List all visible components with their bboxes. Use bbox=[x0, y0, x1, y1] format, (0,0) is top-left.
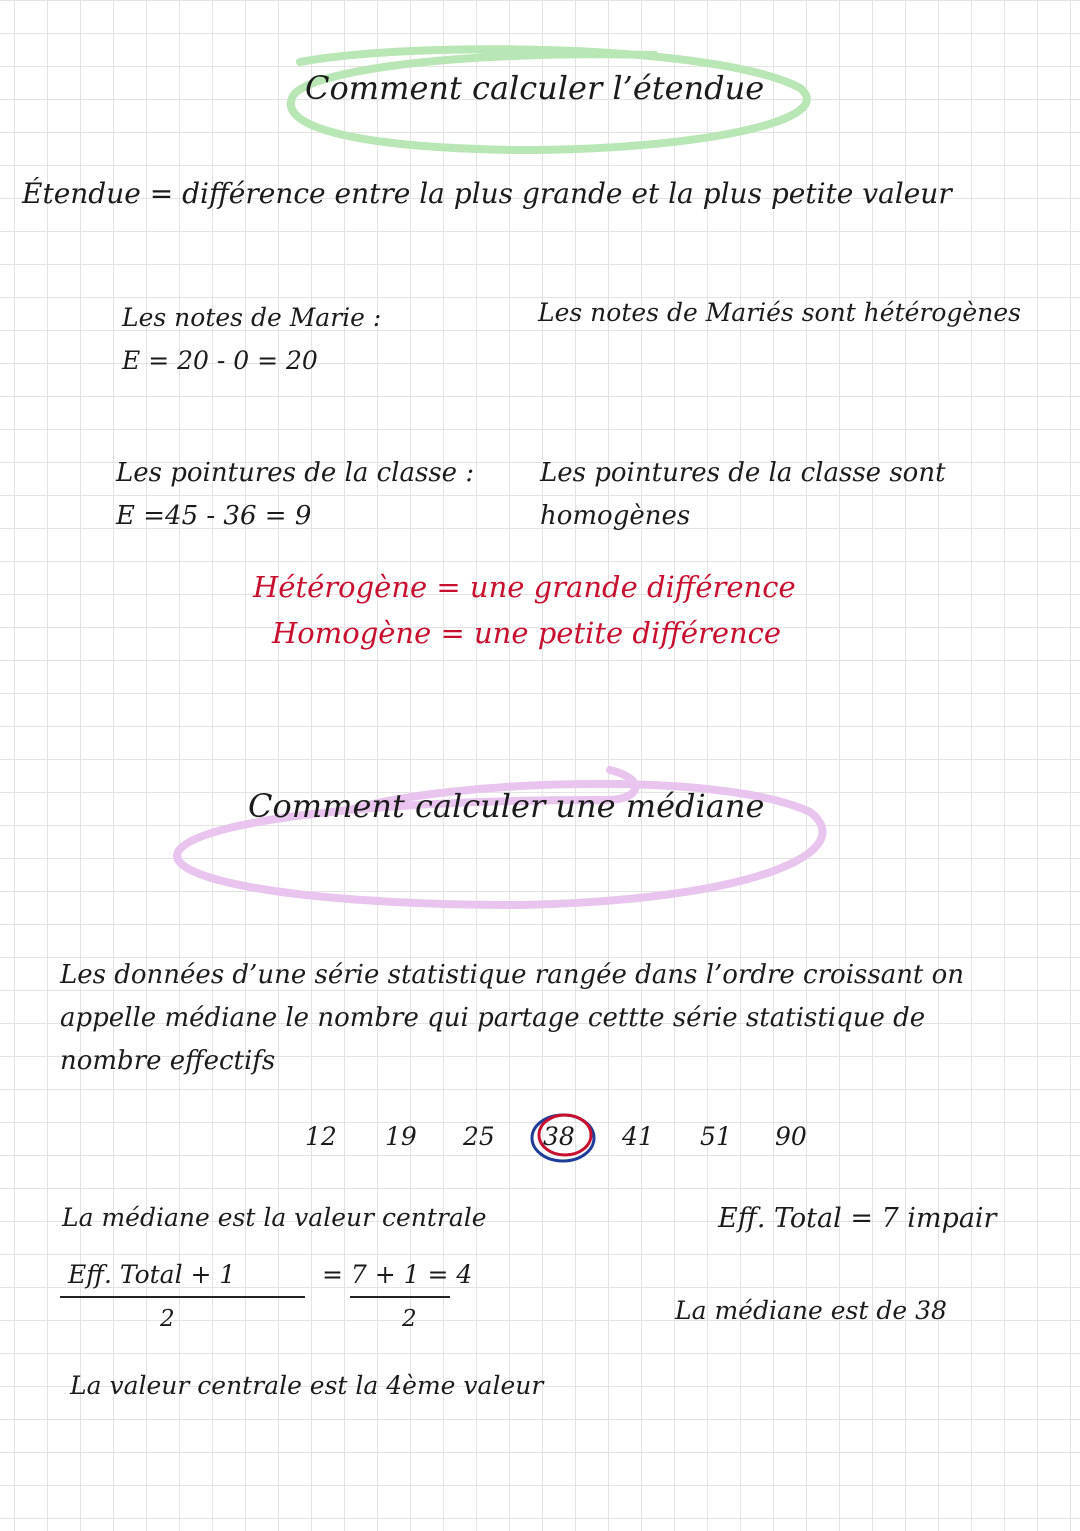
formula-fraction-bar bbox=[60, 1296, 305, 1298]
series-value: 12 bbox=[305, 1122, 337, 1151]
central-position-text: La valeur centrale est la 4ème valeur bbox=[70, 1371, 544, 1400]
median-result: La médiane est de 38 bbox=[675, 1296, 947, 1325]
etendue-definition: Étendue = différence entre la plus grande et la plus petite valeur bbox=[22, 177, 952, 210]
example1-label: Les notes de Marie : bbox=[122, 303, 382, 332]
section1-title: Comment calculer l’étendue bbox=[305, 69, 765, 107]
formula-eq-numerator: = 7 + 1 = 4 bbox=[322, 1260, 473, 1289]
median-definition-line2: appelle médiane le nombre qui partage cettte série statistique de bbox=[60, 1003, 926, 1033]
central-value-text: La médiane est la valeur centrale bbox=[62, 1203, 487, 1232]
example1-conclusion: Les notes de Mariés sont hétérogènes bbox=[538, 298, 1021, 327]
series-value: 41 bbox=[622, 1122, 654, 1151]
example2-conclusion-line1: Les pointures de la classe sont bbox=[540, 458, 946, 488]
example2-conclusion-line2: homogènes bbox=[540, 501, 691, 531]
homogene-definition: Homogène = une petite différence bbox=[272, 616, 782, 650]
formula-eq-fraction-bar bbox=[350, 1296, 450, 1298]
series-value: 90 bbox=[775, 1122, 807, 1151]
heterogene-definition: Hétérogène = une grande différence bbox=[253, 570, 796, 604]
example1-calc: E = 20 - 0 = 20 bbox=[122, 346, 318, 375]
series-value: 19 bbox=[385, 1122, 417, 1151]
series-value: 51 bbox=[700, 1122, 732, 1151]
median-definition-line3: nombre effectifs bbox=[60, 1046, 276, 1076]
series-value-median: 38 bbox=[543, 1122, 575, 1151]
section2-title: Comment calculer une médiane bbox=[248, 787, 765, 825]
series-value: 25 bbox=[463, 1122, 495, 1151]
median-definition-line1: Les données d’une série statistique rangée dans l’ordre croissant on bbox=[60, 960, 965, 990]
example2-calc: E =45 - 36 = 9 bbox=[116, 501, 312, 531]
formula-numerator: Eff. Total + 1 bbox=[68, 1260, 236, 1289]
example2-label: Les pointures de la classe : bbox=[116, 458, 475, 488]
formula-denominator: 2 bbox=[160, 1306, 175, 1332]
eff-total-text: Eff. Total = 7 impair bbox=[718, 1203, 997, 1234]
formula-eq-denominator: 2 bbox=[402, 1306, 417, 1332]
